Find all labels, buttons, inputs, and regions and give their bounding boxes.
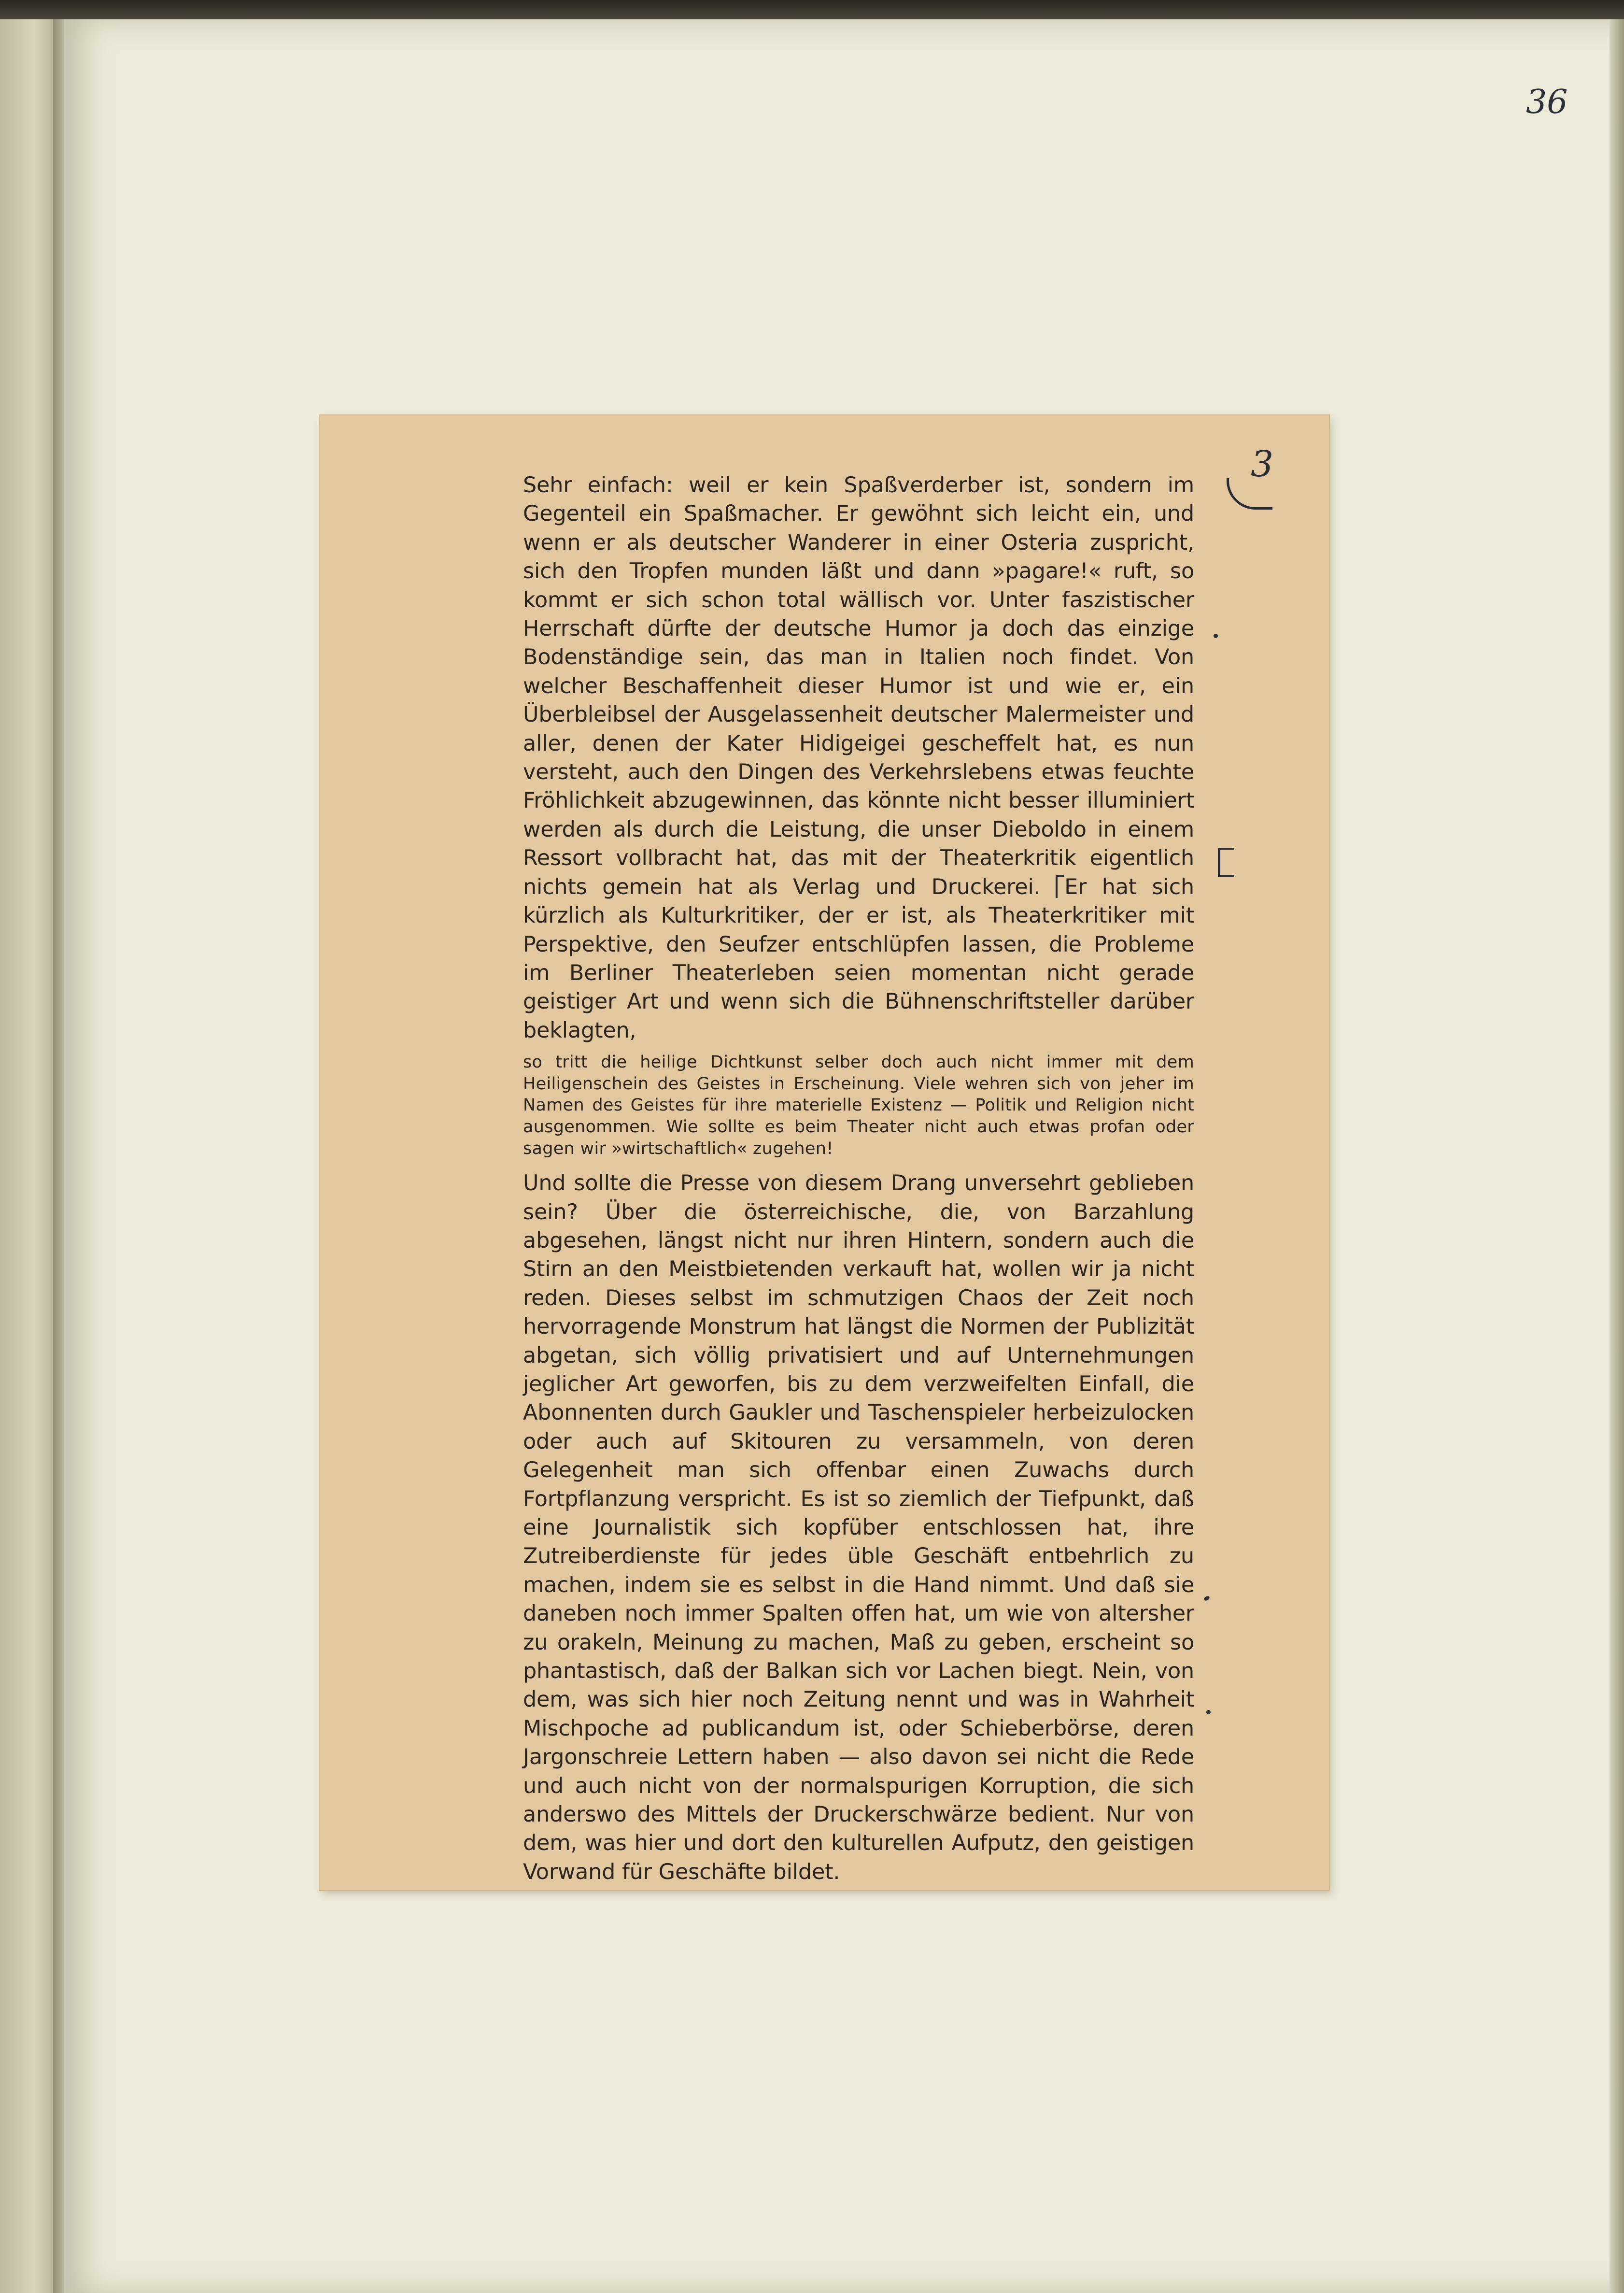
pencil-tick-mark [1206,1710,1211,1714]
page-number: 36 [1526,83,1568,121]
clipping-text [523,471,1194,1886]
right-page-edge [1610,19,1624,2293]
pencil-tick-mark [1214,634,1218,638]
handwritten-bracket-mark [1218,848,1234,877]
block-quote: so tritt die heilige Dichtkunst selber doch auch nicht immer mit dem Heiligenschein des Geistes in Erscheinung. Viele wehren sich von jeher im Namen des Geistes für ihre materielle Existenz — Politik und Religion nicht ausgenommen. Wie sollte es beim Theater nicht auch etwas profan oder sagen wir »wirtschaftlich« zugehen! [523,1053,1194,1158]
paragraph-1 [523,471,1194,1045]
book-top-edge [0,0,1624,19]
left-page-edge [0,19,57,2293]
paragraph-1-part-b: Er hat sich kürzlich als Kulturkritiker, der er ist, als Theaterkritiker mit Perspektive, den Seufzer entschlüpfen lassen, die Probleme im Berliner Theaterleben seien momentan nicht gerade geistiger Art und wenn sich die Bühnenschriftsteller darüber beklagten, [523,874,1194,1043]
paragraph-1-part-a: Sehr einfach: weil er kein Spaßverderber ist, sondern im Gegenteil ein Spaßmacher. Er gewöhnt sich leicht ein, und wenn er als deutscher Wanderer in einer Osteria zuspricht, sich den Tropfen munden läßt und dann »pagare!« ruft, so kommt er sich schon total wällisch vor. Unter faszistischer Herrschaft dürfte der deutsche Humor ja doch das einzige Bodenständige sein, das man in Italien noch findet. Von welcher Beschaffenheit dieser Humor ist und wie er, ein Überbleibsel der Ausgelassenheit deutscher Malermeister und aller, denen der Kater Hidigeigei gescheffelt hat, es nun versteht, auch den Dingen des Verkehrslebens etwas feuchte Fröhlichkeit abzugewinnen, das könnte nicht besser illuminiert werden als durch die Leistung, die unser Dieboldo in einem Ressort vollbracht hat, das mit der Theaterkritik eigentlich nichts gemein hat als Verlag und Druckerei. [523,473,1194,899]
paragraph-2: Und sollte die Presse von diesem Drang unversehrt geblieben sein? Über die österreichische, die, von Barzahlung abgesehen, längst nicht nur ihren Hintern, sondern auch die Stirn an den Meistbietenden verkauft hat, wollen wir ja nicht reden. Dieses selbst im schmutzigen Chaos der Zeit noch hervorragende Monstrum hat längst die Normen der Publizität abgetan, sich völlig privatisiert und auf Unternehmungen jeglicher Art geworfen, bis zu dem verzweifelten Einfall, die Abonnenten durch Gaukler und Taschenspieler herbeizulocken oder auch auf Skitouren zu versammeln, von deren Gelegenheit man sich offenbar einen Zuwachs durch Fortpflanzung verspricht. Es ist so ziemlich der Tiefpunkt, daß eine Journalistik sich kopfüber entschlossen hat, ihre Zutreiberdienste für jedes üble Geschäft entbehrlich zu machen, indem sie es selbst in die Hand nimmt. Und daß sie daneben noch immer Spalten offen hat, um wie von altersher zu orakeln, Meinung zu machen, Maß zu geben, erscheint so phantastisch, daß der Balkan sich vor Lachen biegt. Nein, von dem, was sich hier noch Zeitung nennt und was in Wahrheit Mischpoche ad publicandum ist, oder Schieberbörse, deren Jargonschreie Lettern haben — also davon sei nicht die Rede und auch nicht von der normalspurigen Korruption, die sich anderswo des Mittels der Druckerschwärze bedient. Nur von dem, was hier und dort den kulturellen Aufputz, den geistigen Vorwand für Geschäfte bildet. [523,1171,1194,1884]
inline-bracket-mark [1056,875,1064,898]
handwritten-number: 3 [1251,443,1274,485]
